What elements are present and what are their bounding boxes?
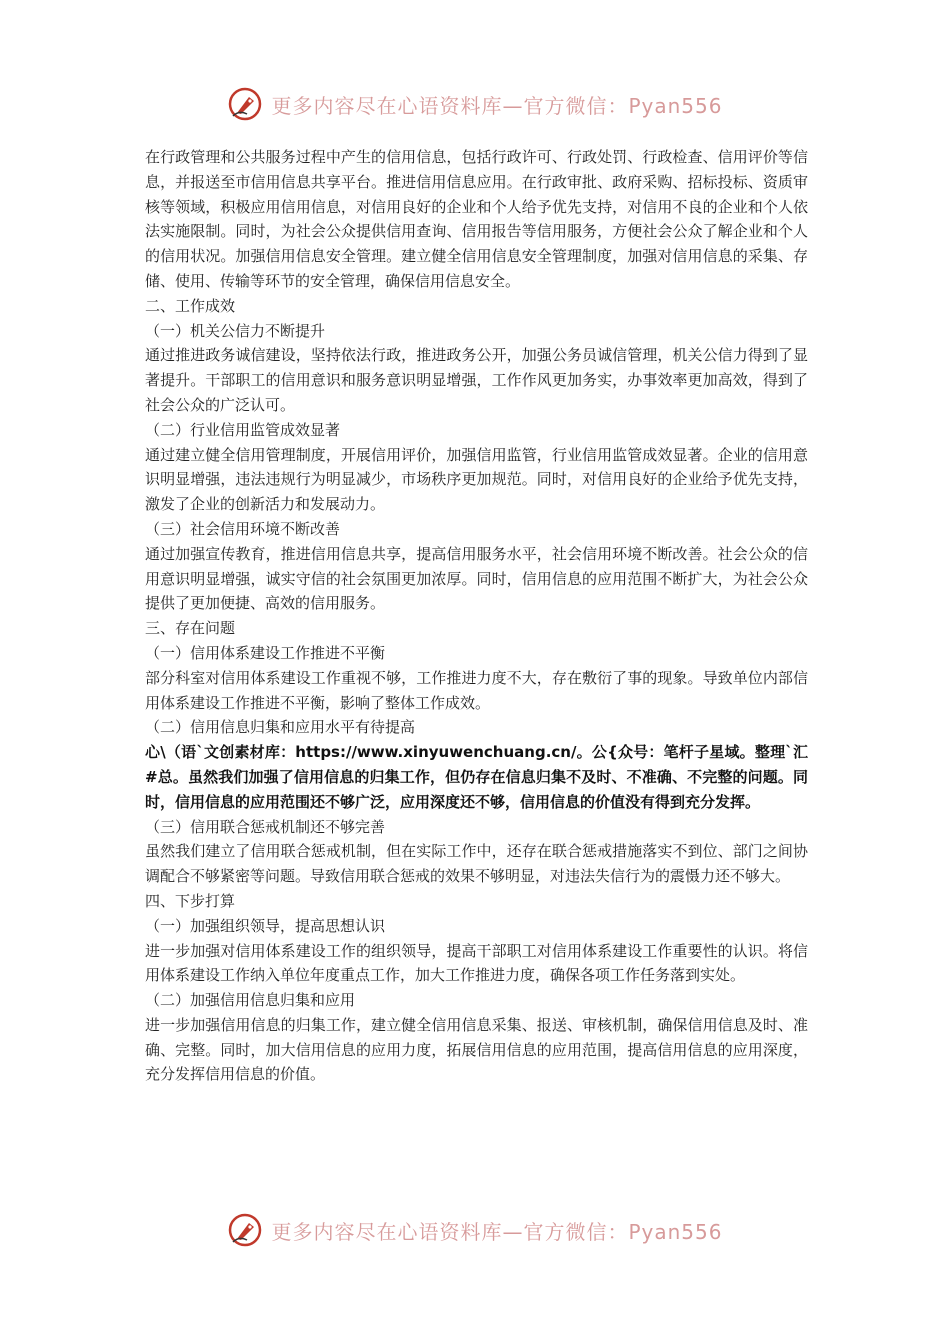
document-body — [145, 145, 808, 1087]
subheading-2-1: （一）机关公信力不断提升 — [145, 321, 326, 340]
section-heading-2: 二、工作成效 — [145, 296, 236, 315]
header-banner — [0, 84, 950, 124]
subheading-3-2: （二）信用信息归集和应用水平有待提高 — [145, 718, 416, 737]
paragraph-2-3: 通过加强宣传教育，推进信用信息共享，提高信用服务水平，社会信用环境不断改善。社会公众的信用意识明显增强，诚实守信的社会氛围更加浓厚。同时，信用信息的应用范围不断扩大，为社会公众提供了更加便捷、高效的信用服务。 — [145, 544, 808, 613]
footer-banner — [0, 1210, 950, 1250]
subheading-2-3: （三）社会信用环境不断改善 — [145, 519, 341, 538]
paragraph-3-2-highlighted: 心\（语`文创素材库：https://www.xinyuwenchuang.cn/。公{众号：笔杆子星域。整理`汇#总。虽然我们加强了信用信息的归集工作，但仍存在信息归集不及时、不准确、不完整的问题。同时，信用信息的应用范围还不够广泛，应用深度还不够，信用信息的价值没有得到充分发挥。 — [145, 743, 808, 811]
subheading-3-1: （一）信用体系建设工作推进不平衡 — [145, 643, 386, 662]
subheading-3-3: （三）信用联合惩戒机制还不够完善 — [145, 817, 386, 836]
paragraph-intro: 在行政管理和公共服务过程中产生的信用信息，包括行政许可、行政处罚、行政检查、信用评价等信息，并报送至市信用信息共享平台。推进信用信息应用。在行政审批、政府采购、招标投标、资质审核等领域，积极应用信用信息，对信用良好的企业和个人给予优先支持，对信用不良的企业和个人依法实施限制。同时，为社会公众提供信用查询、信用报告等信用服务，方便社会公众了解企业和个人的信用状况。加强信用信息安全管理。建立健全信用信息安全管理制度，加强对信用信息的采集、存储、使用、传输等环节的安全管理，确保信用信息安全。 — [145, 148, 808, 290]
subheading-4-1: （一）加强组织领导，提高思想认识 — [145, 916, 386, 935]
banner-text: 更多内容尽在心语资料库—官方微信：Pyan556 — [271, 1219, 723, 1244]
subheading-2-2: （二）行业信用监管成效显著 — [145, 420, 341, 439]
paragraph-4-2: 进一步加强信用信息的归集工作，建立健全信用信息采集、报送、审核机制，确保信用信息及时、准确、完整。同时，加大信用信息的应用力度，拓展信用信息的应用范围，提高信用信息的应用深度，充分发挥信用信息的价值。 — [145, 1015, 808, 1084]
paragraph-3-1: 部分科室对信用体系建设工作重视不够，工作推进力度不大，存在敷衍了事的现象。导致单位内部信用体系建设工作推进不平衡，影响了整体工作成效。 — [145, 668, 808, 712]
paragraph-2-1: 通过推进政务诚信建设，坚持依法行政，推进政务公开，加强公务员诚信管理，机关公信力得到了显著提升。干部职工的信用意识和服务意识明显增强，工作作风更加务实，办事效率更加高效，得到了社会公众的广泛认可。 — [145, 346, 808, 414]
pen-nib-logo — [227, 1212, 263, 1248]
subheading-4-2: （二）加强信用信息归集和应用 — [145, 991, 356, 1010]
paragraph-3-3: 虽然我们建立了信用联合惩戒机制，但在实际工作中，还存在联合惩戒措施落实不到位、部门之间协调配合不够紧密等问题。导致信用联合惩戒的效果不够明显，对违法失信行为的震慑力还不够大。 — [145, 842, 808, 886]
paragraph-4-1: 进一步加强对信用体系建设工作的组织领导，提高干部职工对信用体系建设工作重要性的认识。将信用体系建设工作纳入单位年度重点工作，加大工作推进力度，确保各项工作任务落到实处。 — [145, 941, 808, 985]
pen-nib-logo — [227, 86, 263, 122]
banner-text: 更多内容尽在心语资料库—官方微信：Pyan556 — [271, 93, 723, 118]
section-heading-4: 四、下步打算 — [145, 891, 236, 910]
paragraph-2-2: 通过建立健全信用管理制度，开展信用评价，加强信用监管，行业信用监管成效显著。企业的信用意识明显增强，违法违规行为明显减少，市场秩序更加规范。同时，对信用良好的企业给予优先支持，激发了企业的创新活力和发展动力。 — [145, 445, 808, 514]
section-heading-3: 三、存在问题 — [145, 619, 236, 638]
